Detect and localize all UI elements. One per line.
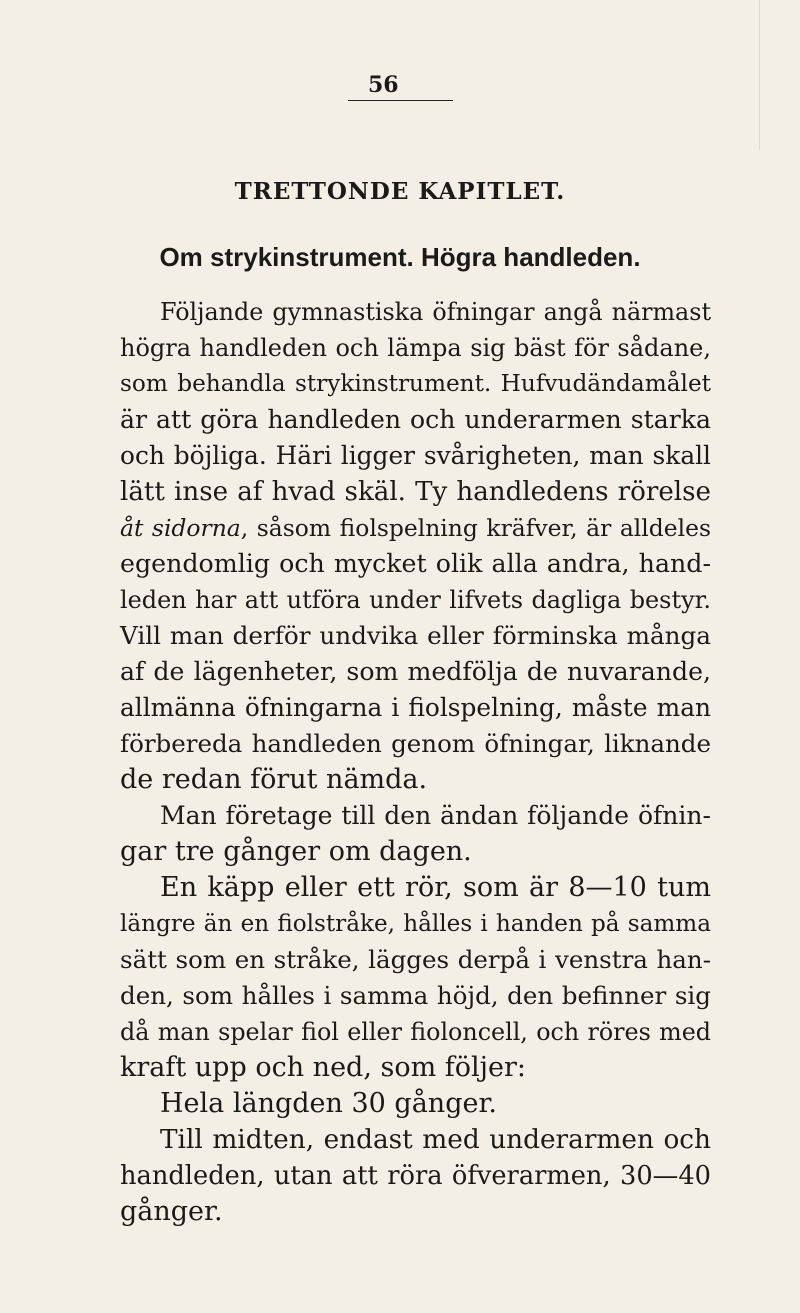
text-line: förbereda handleden genom öfningar, liknande [120, 729, 711, 758]
text-line: egendomlig och mycket olik alla andra, hand- [120, 549, 711, 578]
text-line: Vill man derför undvika eller förminska många [120, 621, 711, 650]
text-line: då man spelar fiol eller fioloncell, och röres med [120, 1018, 711, 1046]
text-line: handleden, utan att röra öfverarmen, 30—40 [120, 1161, 711, 1191]
text-line: de redan förut nämda. [120, 764, 428, 795]
text-line: gånger. [120, 1196, 223, 1227]
text-line: är att göra handleden och underarmen starka [120, 405, 711, 434]
text-line: allmänna öfningarna i fiolspelning, måste man [120, 693, 711, 722]
text-line: kraft upp och ned, som följer: [120, 1052, 527, 1083]
text-line: Man företage till den ändan följande öfnin- [160, 801, 711, 830]
text-line: leden har att utföra under lifvets dagliga bestyr. [120, 586, 711, 614]
text-line: högra handleden och lämpa sig bäst för sådane, [120, 334, 711, 362]
text-line: den, som hålles i samma höjd, den befinner sig [120, 981, 711, 1010]
section-subtitle: Om strykinstrument. Högra handleden. [159, 242, 641, 272]
text-line: af de lägenheter, som medfölja de nuvarande, [120, 657, 711, 686]
text-line: Följande gymnastiska öfningar angå närmast [160, 298, 711, 326]
chapter-title: TRETTONDE KAPITLET. [234, 178, 566, 205]
text-line-with-italic [120, 510, 711, 546]
line-rest: , såsom fiolspelning kräfver, är alldeles [240, 514, 712, 542]
page-number: 56 [368, 72, 399, 98]
text-line: Till midten, endast med underarmen och [160, 1125, 711, 1155]
text-line: längre än en fiolstråke, hålles i handen på samma [120, 911, 711, 937]
text-line: gar tre gånger om dagen. [120, 836, 472, 867]
text-line: Hela längden 30 gånger. [160, 1088, 497, 1119]
text-line: En käpp eller ett rör, som är 8—10 tum [160, 872, 711, 903]
text-line: lätt inse af hvad skäl. Ty handledens rörelse [120, 477, 711, 507]
text-line: som behandla strykinstrument. Hufvudändamålet [120, 370, 711, 397]
text-line: och böjliga. Häri ligger svårigheten, man skall [120, 441, 711, 470]
text-line: sätt som en stråke, lägges derpå i venstra han- [120, 945, 711, 974]
italic-phrase: åt sidorna [120, 514, 241, 542]
